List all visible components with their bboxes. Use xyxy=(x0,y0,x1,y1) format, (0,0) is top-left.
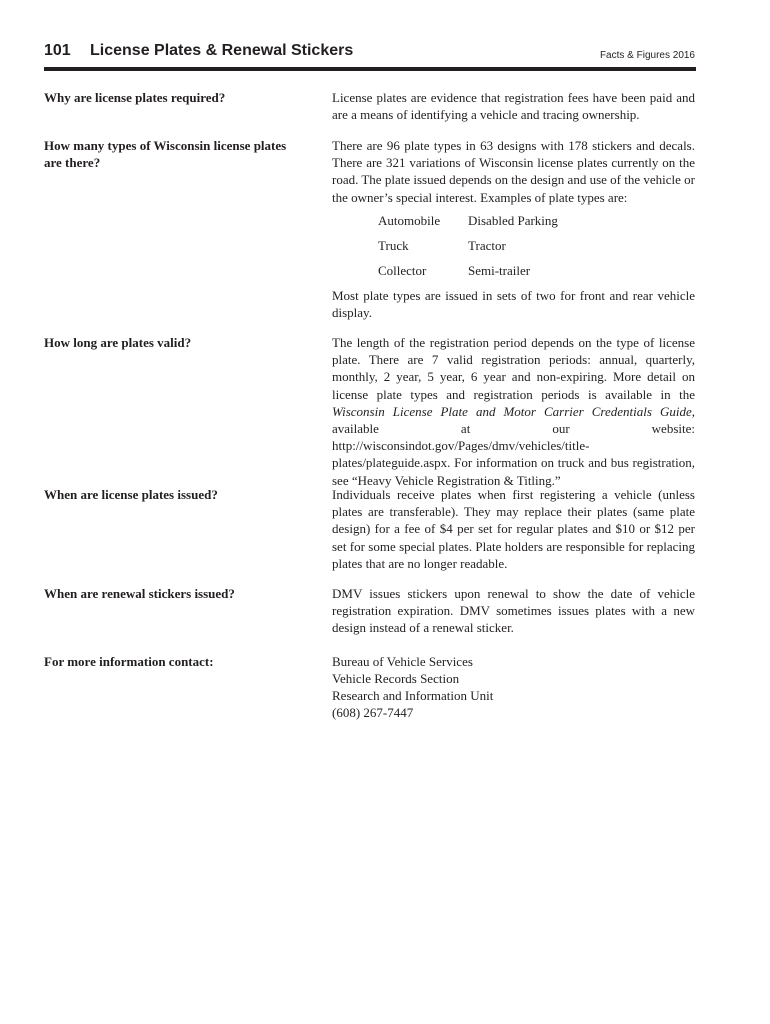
page-number: 101 xyxy=(44,42,71,59)
question-why-required: Why are license plates required? xyxy=(44,90,226,105)
example-item: Semi-trailer xyxy=(468,263,531,278)
answer-text xyxy=(332,334,695,489)
contact-phone: (608) 267-7447 xyxy=(332,705,414,720)
answer-text-part: The length of the registration period depends on the type of license plate. There are 7 valid registration periods: annual, quarterly, monthly, 2 year, 5 year, 6 year and non-expiring. More detail on license plate types and registration periods is available in the xyxy=(332,335,695,402)
example-item: Disabled Parking xyxy=(468,213,558,228)
publication-name: Facts & Figures 2016 xyxy=(599,50,695,61)
contact-line: Vehicle Records Section xyxy=(332,671,460,686)
answer-plates-issued xyxy=(332,486,695,572)
contact-line: Bureau of Vehicle Services xyxy=(332,654,473,669)
answer-text: Individuals receive plates when first registering a vehicle (unless plates are transferable). They may replace their plates (same plate design) for a fee of $4 per set for regular plates and $10 or $12 per set for some special plates. Plate holders are responsible for replacing plates that are no longer readable. xyxy=(332,487,695,571)
answer-text: DMV issues stickers upon renewal to show the date of vehicle registration expiration. DMV sometimes issues plates with a new design instead of a renewal sticker. xyxy=(332,586,695,636)
plate-sets-note xyxy=(332,287,695,321)
question-plates-valid: How long are plates valid? xyxy=(44,335,192,350)
question-contact: For more information contact: xyxy=(44,654,214,669)
answer-stickers-issued xyxy=(332,585,695,637)
note-text: Most plate types are issued in sets of two for front and rear vehicle display. xyxy=(332,288,695,321)
example-item: Truck xyxy=(378,238,409,253)
question-stickers-issued: When are renewal stickers issued? xyxy=(44,586,235,601)
contact-block xyxy=(332,653,695,721)
example-item: Automobile xyxy=(378,213,441,228)
answer-text: License plates are evidence that registration fees have been paid and are a means of identifying a vehicle and tracing ownership. xyxy=(332,90,695,123)
page-title: License Plates & Renewal Stickers xyxy=(90,42,354,59)
guide-title: Wisconsin License Plate and Motor Carrier Credentials Guide, xyxy=(332,403,695,419)
example-row xyxy=(378,237,618,262)
answer-text: There are 96 plate types in 63 designs with 178 stickers and decals. There are 321 variations of Wisconsin license plates currently on the road. The plate issued depends on the design and use of the vehicle or the owner’s special interest. Examples of plate types are: xyxy=(332,138,695,205)
answer-plate-types xyxy=(332,137,695,206)
header-rule xyxy=(44,67,696,71)
answer-plates-valid xyxy=(332,334,695,489)
answer-why-required xyxy=(332,89,695,123)
contact-line: Research and Information Unit xyxy=(332,688,494,703)
example-item: Collector xyxy=(378,263,427,278)
page-header xyxy=(44,40,695,64)
example-row xyxy=(378,212,618,237)
plate-type-examples xyxy=(378,212,618,287)
question-plate-types: How many types of Wisconsin license plates are there? xyxy=(44,138,287,170)
example-item: Tractor xyxy=(468,238,506,253)
example-row xyxy=(378,262,618,287)
answer-text-part: available at our website: http://wisconsindot.gov/Pages/dmv/vehicles/title-plates/plateguide.aspx. For information on truck and bus registration, see “Heavy Vehicle Registration & Titling.” xyxy=(332,421,695,488)
question-plates-issued: When are license plates issued? xyxy=(44,487,218,502)
